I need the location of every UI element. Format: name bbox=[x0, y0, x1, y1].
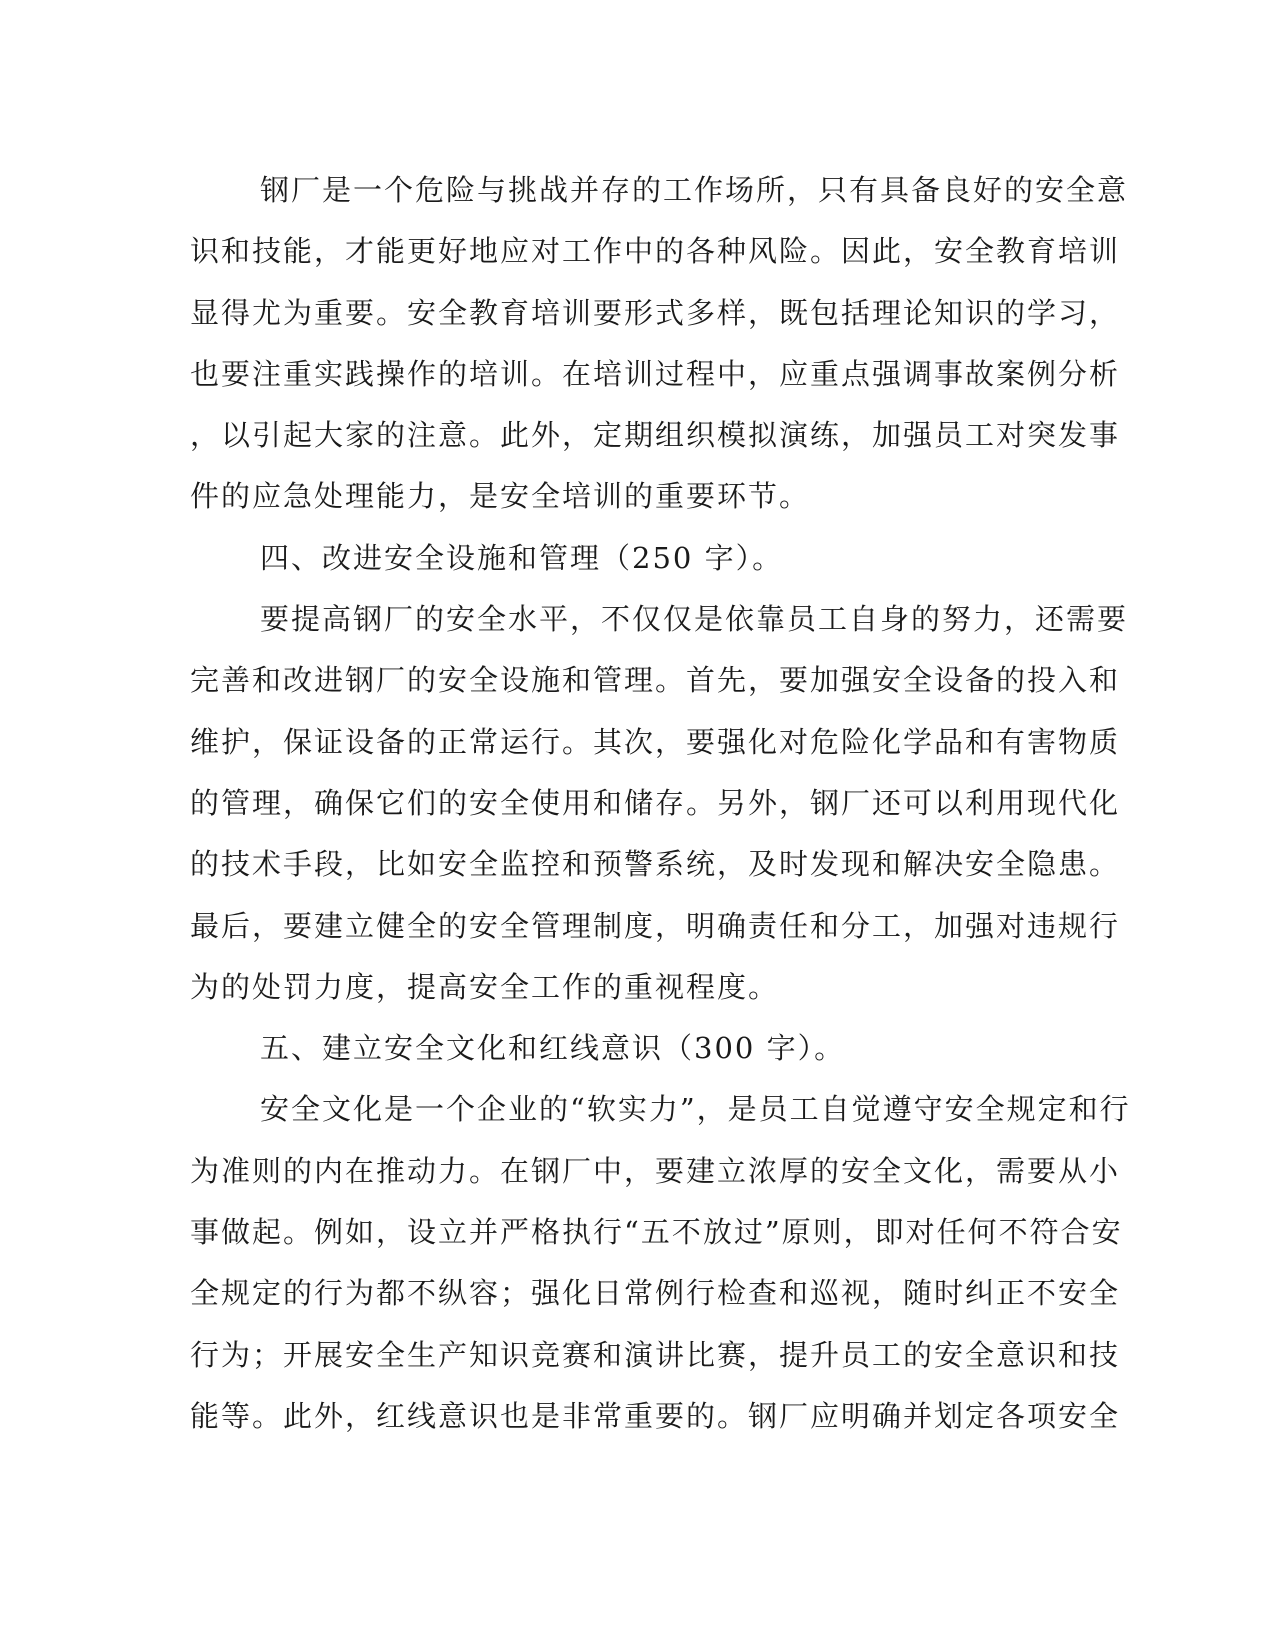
section-heading: 四、改进安全设施和管理（250 字）。 bbox=[260, 540, 784, 575]
paragraph-line: 安全文化是一个企业的“软实力”，是员工自觉遵守安全规定和行 bbox=[260, 1092, 1131, 1127]
paragraph-line: 显得尤为重要。安全教育培训要形式多样，既包括理论知识的学习， bbox=[190, 295, 1121, 330]
paragraph-line: 最后，要建立健全的安全管理制度，明确责任和分工，加强对违规行 bbox=[190, 908, 1121, 943]
paragraph-line: 识和技能，才能更好地应对工作中的各种风险。因此，安全教育培训 bbox=[190, 234, 1121, 269]
paragraph-line: 能等。此外，红线意识也是非常重要的。钢厂应明确并划定各项安全 bbox=[190, 1398, 1121, 1433]
paragraph-line: 的技术手段，比如安全监控和预警系统，及时发现和解决安全隐患。 bbox=[190, 847, 1121, 882]
paragraph-line: 为的处罚力度，提高安全工作的重视程度。 bbox=[190, 969, 780, 1004]
paragraph-line: 维护，保证设备的正常运行。其次，要强化对危险化学品和有害物质 bbox=[190, 724, 1121, 759]
paragraph-line: 要提高钢厂的安全水平，不仅仅是依靠员工自身的努力，还需要 bbox=[260, 602, 1129, 637]
paragraph-line: 为准则的内在推动力。在钢厂中，要建立浓厚的安全文化，需要从小 bbox=[190, 1153, 1121, 1188]
paragraph-line: 行为；开展安全生产知识竞赛和演讲比赛，提升员工的安全意识和技 bbox=[190, 1337, 1121, 1372]
paragraph-line: 事做起。例如，设立并严格执行“五不放过”原则，即对任何不符合安 bbox=[190, 1215, 1123, 1250]
document-body bbox=[190, 160, 1131, 1447]
section-heading: 五、建立安全文化和红线意识（300 字）。 bbox=[260, 1031, 846, 1066]
paragraph-line: 完善和改进钢厂的安全设施和管理。首先，要加强安全设备的投入和 bbox=[190, 663, 1121, 698]
paragraph-line: 全规定的行为都不纵容；强化日常例行检查和巡视，随时纠正不安全 bbox=[190, 1276, 1121, 1311]
paragraph-line: 也要注重实践操作的培训。在培训过程中，应重点强调事故案例分析 bbox=[190, 356, 1121, 391]
paragraph-line: ，以引起大家的注意。此外，定期组织模拟演练，加强员工对突发事 bbox=[190, 418, 1121, 453]
paragraph-line: 的管理，确保它们的安全使用和储存。另外，钢厂还可以利用现代化 bbox=[190, 785, 1121, 820]
paragraph-line: 件的应急处理能力，是安全培训的重要环节。 bbox=[190, 479, 811, 514]
paragraph-line: 钢厂是一个危险与挑战并存的工作场所，只有具备良好的安全意 bbox=[260, 173, 1129, 207]
